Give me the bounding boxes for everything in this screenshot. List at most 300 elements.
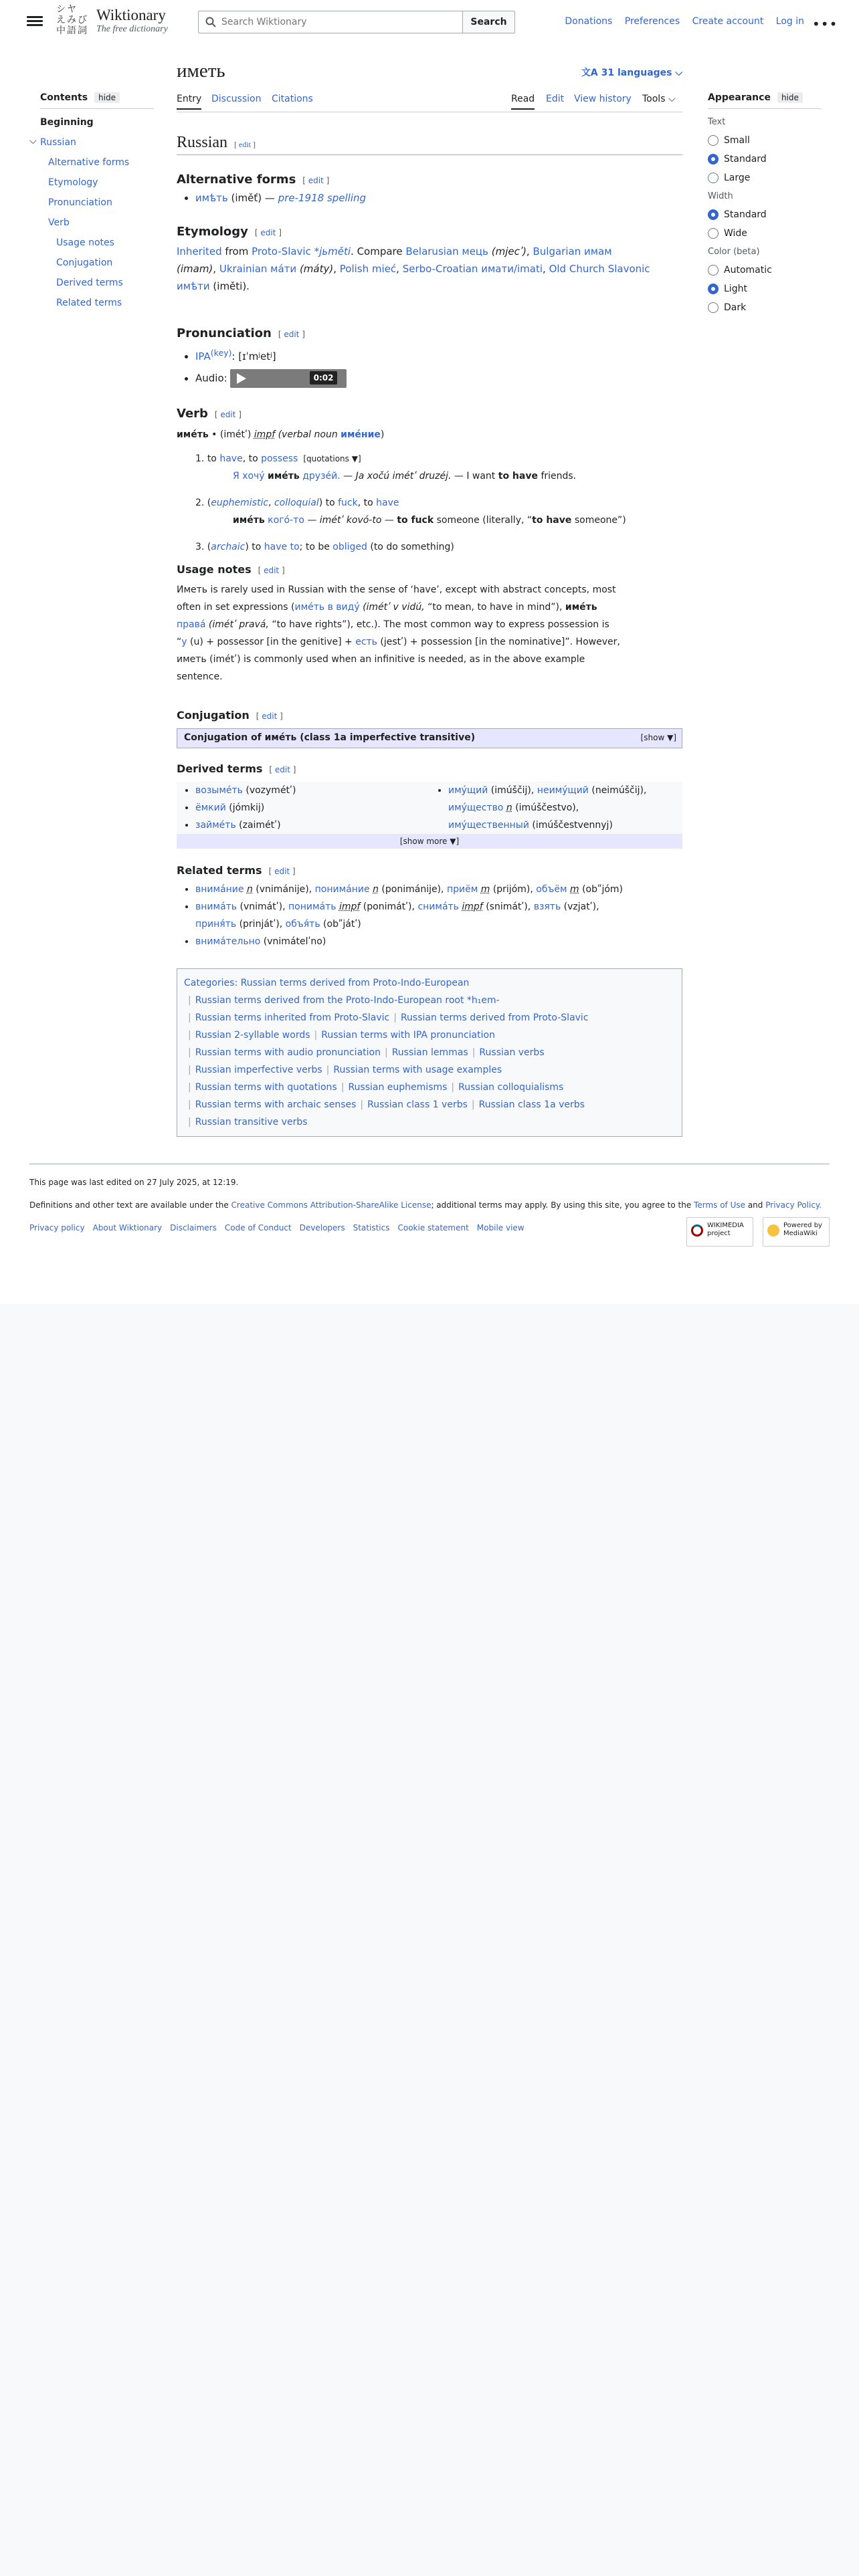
toc-item-alternative-forms[interactable]: Alternative forms xyxy=(48,157,130,168)
category-link[interactable]: Russian terms with IPA pronunciation xyxy=(321,1030,495,1041)
footer-privacy-link[interactable]: Privacy policy xyxy=(29,1223,85,1232)
text-size-large[interactable] xyxy=(708,173,822,183)
text: — I want xyxy=(454,471,496,481)
appearance-panel xyxy=(708,92,822,321)
gender-abbr[interactable]: m xyxy=(570,884,579,895)
page-title: иметь xyxy=(177,60,225,82)
related-term-link[interactable]: внима́ние xyxy=(195,884,244,895)
usage-line: sentence. xyxy=(177,671,223,682)
translit: (obʺjátʹ) xyxy=(323,919,361,930)
tab-citations[interactable]: Citations xyxy=(272,94,313,104)
width-standard[interactable] xyxy=(708,209,822,220)
aspect-abbr[interactable]: impf xyxy=(339,901,361,912)
derived-left-column xyxy=(195,782,443,834)
headword-translit: • (imétʹ) xyxy=(211,429,252,440)
translit: (imétʹ pravá, xyxy=(208,619,269,630)
sense-3: 3. (archaic) to have to; to be obliged (to do something) xyxy=(195,542,454,552)
toc-item-russian[interactable] xyxy=(29,136,154,148)
translit: (ponimánije), xyxy=(381,884,444,895)
tab-edit[interactable]: Edit xyxy=(546,94,565,104)
related-term-link[interactable]: приём xyxy=(446,884,478,895)
category-link[interactable]: Russian lemmas xyxy=(391,1047,468,1058)
footer-statistics-link[interactable]: Statistics xyxy=(353,1223,390,1232)
etymology-heading xyxy=(177,225,682,239)
conjugation-table-title: Conjugation of име́ть (class 1a imperfective transitive) xyxy=(184,732,476,743)
aspect-abbr[interactable]: impf xyxy=(254,429,276,440)
alternative-forms-heading xyxy=(177,173,682,187)
search-icon xyxy=(205,17,216,27)
text: “to have rights”), etc.). The most common way to express possession is xyxy=(272,619,609,630)
gender-abbr[interactable]: m xyxy=(480,884,490,895)
text: ; to be xyxy=(299,542,330,552)
main-content xyxy=(177,60,682,1128)
section-russian-heading xyxy=(177,134,682,155)
wikimedia-badge[interactable] xyxy=(686,1217,753,1247)
tab-read[interactable]: Read xyxy=(511,94,535,110)
sense-number: 2. xyxy=(195,498,205,508)
sense-number: 1. xyxy=(195,453,205,464)
sense-2: 2. (euphemistic, colloquial) to fuck, to have xyxy=(195,498,399,508)
chevron-down-icon: ⌵ xyxy=(665,94,676,104)
translit: (vnimánije), xyxy=(256,884,312,895)
edit-link[interactable]: edit xyxy=(274,867,290,876)
radio-button[interactable] xyxy=(708,265,719,276)
text: someone (literally, “ xyxy=(436,515,533,526)
logo-line-2: えみび xyxy=(56,15,88,25)
option-label: Standard xyxy=(724,154,767,165)
edit-derived-terms: [ edit ] xyxy=(269,765,296,774)
audio-time: 0:02 xyxy=(310,371,338,385)
translate-icon: 文A xyxy=(581,68,601,78)
translit: (zaimétʹ) xyxy=(239,820,281,831)
category-link[interactable]: Russian terms derived from Proto-Indo-European xyxy=(240,978,470,988)
audio-player[interactable] xyxy=(230,369,347,388)
example-word-link[interactable]: кого́-то xyxy=(268,515,304,526)
category-link[interactable]: Russian class 1 verbs xyxy=(367,1099,468,1110)
wikimedia-logo-icon xyxy=(691,1224,703,1237)
site-name: Wiktionary xyxy=(96,7,166,23)
example-bold: име́ть xyxy=(233,515,265,526)
translit: (jómkij) xyxy=(229,802,265,813)
toc-item-etymology[interactable]: Etymology xyxy=(48,177,98,188)
toc-item-verb[interactable]: Verb xyxy=(48,217,70,228)
prava-link[interactable]: права́ xyxy=(177,619,206,630)
tools-label: Tools xyxy=(642,94,666,104)
radio-button[interactable] xyxy=(708,228,719,239)
edit-alternative-forms: [ edit ] xyxy=(302,176,330,185)
derived-term-link[interactable]: займе́ть xyxy=(195,820,236,831)
example-1 xyxy=(233,467,682,485)
related-term-link[interactable]: взять xyxy=(533,901,561,912)
translit: (prinjátʹ), xyxy=(239,919,283,930)
appearance-heading: Appearance xyxy=(708,92,771,103)
text-size-label: Text xyxy=(708,117,726,127)
translit: (neimúščij), xyxy=(591,785,647,796)
pronunciation-heading xyxy=(177,326,682,340)
conjugation-table-collapsed[interactable] xyxy=(177,728,682,748)
log-in-link[interactable]: Log in xyxy=(775,16,804,27)
text: often in set expressions ( xyxy=(177,602,295,613)
radio-button[interactable] xyxy=(708,302,719,313)
polish-link[interactable]: Polish mieć xyxy=(339,263,397,275)
translit: (máty) xyxy=(299,263,334,275)
text: (to do something) xyxy=(370,542,454,552)
translit: (ponimátʹ), xyxy=(363,901,415,912)
etymology-text: Inherited from Proto-Slavic *jьměti. Compare Belarusian мець (mjecʹ), Bulgarian имам (imam), Ukrainian ма́ти (máty), Polish mieć, Serbo-Croatian имати/imati, Old Church Slavonic имѣти (iměti). xyxy=(177,245,650,292)
category-link[interactable]: Russian terms with archaic senses xyxy=(195,1099,357,1110)
alternative-forms-list xyxy=(195,189,682,207)
derived-terms-heading xyxy=(177,762,682,775)
category-link[interactable]: Russian 2-syllable words xyxy=(195,1030,310,1041)
related-term-link[interactable]: внима́ть xyxy=(195,901,237,912)
mediawiki-logo-icon xyxy=(767,1224,779,1237)
privacy-policy-link[interactable]: Privacy Policy. xyxy=(765,1200,822,1210)
list-item xyxy=(448,782,701,834)
bulgarian-link[interactable]: Bulgarian имам xyxy=(533,245,612,257)
related-terms-heading xyxy=(177,864,682,877)
edit-link[interactable]: edit xyxy=(284,330,300,339)
usage-notes-title: Usage notes xyxy=(177,563,252,576)
toc-item-russian-label: Russian xyxy=(40,137,76,148)
more-options-icon[interactable]: ••• xyxy=(812,16,838,32)
sense-1 xyxy=(195,450,682,467)
color-automatic[interactable] xyxy=(708,265,822,276)
width-label: Width xyxy=(708,191,733,201)
derived-term-link[interactable]: иму́щество xyxy=(448,802,504,813)
text: someone”) xyxy=(574,515,626,526)
table-of-contents xyxy=(29,92,154,318)
text-size-standard[interactable] xyxy=(708,154,822,165)
toc-item-derived-terms[interactable]: Derived terms xyxy=(56,278,123,288)
tab-view-history[interactable]: View history xyxy=(574,94,632,104)
u-link[interactable]: у xyxy=(181,637,187,647)
text: (jestʹ) + possession [in the nominative]”. However, xyxy=(380,637,620,647)
tab-entry[interactable]: Entry xyxy=(177,94,201,110)
create-account-link[interactable]: Create account xyxy=(692,16,764,27)
license-link[interactable]: Creative Commons Attribution-ShareAlike License xyxy=(231,1200,432,1210)
dash: — xyxy=(264,192,275,204)
footer-code-of-conduct-link[interactable]: Code of Conduct xyxy=(224,1223,292,1232)
width-wide[interactable] xyxy=(708,228,822,239)
example-bold: to have xyxy=(532,515,572,526)
list-item xyxy=(195,369,682,388)
radio-button[interactable] xyxy=(708,173,719,183)
color-label: Color (beta) xyxy=(708,247,760,257)
preferences-link[interactable]: Preferences xyxy=(624,16,680,27)
languages-count: 31 languages xyxy=(601,68,672,78)
list-item xyxy=(195,799,443,817)
derived-term-link[interactable]: ёмкий xyxy=(195,802,226,813)
tab-discussion[interactable]: Discussion xyxy=(211,94,262,104)
list-item xyxy=(195,898,682,933)
category-link[interactable]: Russian terms derived from Proto-Slavic xyxy=(400,1012,589,1023)
fuck-link[interactable]: fuck xyxy=(338,498,358,508)
category-link[interactable]: Russian imperfective verbs xyxy=(195,1065,322,1075)
edit-link[interactable]: edit xyxy=(220,410,236,419)
text: from xyxy=(225,245,249,257)
gender-abbr[interactable]: n xyxy=(246,884,253,895)
translit: (iměti). xyxy=(213,280,250,292)
chevron-down-icon[interactable]: ⌵ xyxy=(29,136,37,146)
alt-form-note[interactable]: pre-1918 spelling xyxy=(278,192,367,204)
edit-link[interactable]: edit xyxy=(274,765,290,774)
list-item xyxy=(195,817,443,834)
translit: (imúščij), xyxy=(490,785,535,796)
translit: (prijóm), xyxy=(492,884,533,895)
derived-terms-title: Derived terms xyxy=(177,762,263,775)
footer-disclaimers-link[interactable]: Disclaimers xyxy=(170,1223,217,1232)
logo-line-3: 中語詞 xyxy=(56,25,88,36)
usage-line: иметь (imétʹ) is commonly used when an infinitive is needed, as in the above example xyxy=(177,654,585,665)
gender-abbr[interactable]: n xyxy=(373,884,379,895)
text: and xyxy=(747,1200,763,1210)
category-link[interactable]: Russian verbs xyxy=(479,1047,545,1058)
option-label: Wide xyxy=(724,228,747,239)
related-term-link[interactable]: объём xyxy=(536,884,567,895)
toc-hide-button[interactable]: hide xyxy=(94,92,120,103)
edit-link[interactable]: edit xyxy=(239,140,252,149)
example-2: име́ть кого́-то — imétʹ kovó-to — to fuck someone (literally, “to have someone”) xyxy=(233,515,626,526)
conjugation-title: Conjugation xyxy=(177,709,250,722)
translit: (vnimátelʹno) xyxy=(263,936,326,947)
page-tabs xyxy=(177,94,682,112)
category-link[interactable]: Russian colloquialisms xyxy=(458,1082,564,1093)
related-term-link[interactable]: снима́ть xyxy=(417,901,459,912)
toc-item-conjugation[interactable]: Conjugation xyxy=(56,257,113,268)
ipa-key-link[interactable]: (key) xyxy=(210,348,232,358)
edit-link[interactable]: edit xyxy=(308,176,324,185)
edit-link[interactable]: edit xyxy=(262,712,278,721)
derived-term-link[interactable]: иму́щественный xyxy=(448,820,529,831)
logo-line-1: シヤ xyxy=(56,4,78,15)
sense-list xyxy=(195,450,682,556)
edit-link[interactable]: edit xyxy=(260,228,276,237)
proto-slavic-link[interactable]: Proto-Slavic xyxy=(252,245,311,257)
footer-mobile-view-link[interactable]: Mobile view xyxy=(476,1223,524,1232)
related-terms-list xyxy=(195,881,682,950)
category-link[interactable]: Russian class 1a verbs xyxy=(478,1099,585,1110)
site-header xyxy=(0,0,859,45)
ocs-form-link[interactable]: имѣти xyxy=(177,280,210,292)
have-to-link[interactable]: have to xyxy=(264,542,300,552)
related-term-link[interactable]: приня́ть xyxy=(195,919,237,930)
option-label: Standard xyxy=(724,209,767,220)
text: , to xyxy=(242,453,258,464)
last-edited: This page was last edited on 27 July 2025, at 12:19. xyxy=(29,1178,239,1187)
alternative-forms-title: Alternative forms xyxy=(177,173,296,187)
edit-verb: [ edit ] xyxy=(214,410,242,419)
list-item xyxy=(195,344,682,365)
radio-button-selected[interactable] xyxy=(708,284,719,294)
headword: име́ть xyxy=(177,429,209,440)
language-selector[interactable] xyxy=(581,66,682,79)
appearance-divider xyxy=(708,108,822,109)
jest-link[interactable]: есть xyxy=(355,637,377,647)
text: , to xyxy=(357,498,373,508)
translit: (imam) xyxy=(177,263,213,275)
text: to xyxy=(207,453,217,464)
show-more-derived-toggle[interactable]: [show more ▼] xyxy=(177,834,682,849)
usage-notes-heading xyxy=(177,563,682,576)
toc-item-pronunciation[interactable]: Pronunciation xyxy=(48,197,112,208)
set-expression-link[interactable]: име́ть в виду́ xyxy=(294,602,360,613)
color-light[interactable] xyxy=(708,284,822,294)
edit-etymology: [ edit ] xyxy=(254,228,282,237)
derived-term-link[interactable]: возыме́ть xyxy=(195,785,243,796)
example-translit: Ja xočú imétʹ druzéj. xyxy=(355,471,452,481)
translit: (imúščestvo), xyxy=(515,802,579,813)
terms-link[interactable]: Terms of Use xyxy=(694,1200,745,1210)
related-terms-title: Related terms xyxy=(177,864,262,877)
ipa-link[interactable]: IPA xyxy=(195,350,211,362)
derived-right-column xyxy=(448,782,701,834)
badge-text: WIKIMEDIA project xyxy=(707,1222,744,1237)
inherited-link[interactable]: Inherited xyxy=(177,245,222,257)
edit-russian: [ edit ] xyxy=(234,140,256,149)
example-bold: to fuck xyxy=(397,515,434,526)
edit-link[interactable]: edit xyxy=(264,566,280,575)
wordmark[interactable] xyxy=(96,7,168,35)
obliged-link[interactable]: obliged xyxy=(332,542,367,552)
category-link[interactable]: Russian terms with audio pronunciation xyxy=(195,1047,381,1058)
show-conjugation-toggle[interactable]: [show ▼] xyxy=(640,733,676,742)
archaic-link[interactable]: archaic xyxy=(211,542,246,552)
belarusian-link[interactable]: Belarusian мець xyxy=(405,245,488,257)
proto-slavic-form[interactable]: *jьměti xyxy=(314,245,351,257)
category-link[interactable]: Russian terms inherited from Proto-Slavic xyxy=(195,1012,390,1023)
text: friends. xyxy=(541,471,577,481)
toc-divider xyxy=(40,108,154,109)
search-input[interactable] xyxy=(221,15,456,29)
user-links xyxy=(555,16,804,27)
derived-term-link[interactable]: иму́щий xyxy=(448,785,488,796)
footer-cookie-link[interactable]: Cookie statement xyxy=(397,1223,469,1232)
option-label: Automatic xyxy=(724,265,772,276)
mediawiki-badge[interactable] xyxy=(763,1217,830,1247)
etymology-title: Etymology xyxy=(177,225,248,239)
toc-item-usage-notes[interactable]: Usage notes xyxy=(56,237,114,248)
have-link[interactable]: have xyxy=(219,453,243,464)
main-menu-icon[interactable] xyxy=(27,14,43,30)
usage-notes-text xyxy=(177,581,682,685)
euphemistic-link[interactable]: euphemistic xyxy=(211,498,269,508)
derived-terms-box xyxy=(177,782,682,834)
option-label: Small xyxy=(724,135,750,146)
category-link[interactable]: Russian transitive verbs xyxy=(195,1117,308,1128)
text-size-small[interactable] xyxy=(708,135,822,146)
translit: (vzjatʹ), xyxy=(563,901,599,912)
ukrainian-link[interactable]: Ukrainian ма́ти xyxy=(219,263,297,275)
colloquial-link[interactable]: colloquial xyxy=(274,498,319,508)
verbal-noun-label: (verbal noun xyxy=(278,429,338,440)
text: , xyxy=(526,245,530,257)
verbal-noun-link[interactable]: име́ние xyxy=(341,429,381,440)
related-term-link[interactable]: понима́ть xyxy=(288,901,337,912)
edit-conjugation: [ edit ] xyxy=(256,712,283,721)
gender-abbr[interactable]: n xyxy=(506,802,512,813)
chevron-down-icon: ⌵ xyxy=(672,68,682,78)
radio-button[interactable] xyxy=(708,135,719,146)
related-term-link[interactable]: внима́тельно xyxy=(195,936,261,947)
list-item xyxy=(195,782,443,799)
derived-term-link[interactable]: неиму́щий xyxy=(537,785,589,796)
appearance-hide-button[interactable]: hide xyxy=(777,92,803,103)
license-text xyxy=(29,1199,830,1211)
donations-link[interactable]: Donations xyxy=(565,16,613,27)
translit: (imúščestvennyj) xyxy=(532,820,613,831)
example-bold: име́ть xyxy=(268,471,300,481)
dash: — xyxy=(343,471,353,481)
verb-heading xyxy=(177,407,682,421)
color-dark[interactable] xyxy=(708,302,822,313)
usage-line: Иметь is rarely used in Russian with the sense of ‘have’, except with abstract concepts, most xyxy=(177,584,616,595)
example-word-link[interactable]: друзе́й. xyxy=(302,471,341,481)
edit-related-terms: [ edit ] xyxy=(268,867,296,876)
audio-label: Audio: xyxy=(195,372,227,385)
badge-text: Powered by MediaWiki xyxy=(783,1222,822,1237)
toc-item-related-terms[interactable]: Related terms xyxy=(56,298,122,308)
related-term-link[interactable]: понима́ние xyxy=(314,884,370,895)
sense-number: 3. xyxy=(195,542,205,552)
translit: (imétʹ v vidú, xyxy=(363,602,425,613)
list-item xyxy=(195,189,682,207)
translit: (vnimátʹ), xyxy=(240,901,286,912)
radio-button-selected[interactable] xyxy=(708,154,719,165)
wiktionary-logo[interactable] xyxy=(56,4,91,39)
text: to xyxy=(325,498,335,508)
toc-item-beginning[interactable]: Beginning xyxy=(40,117,94,128)
play-icon[interactable] xyxy=(237,373,246,384)
pronunciation-list xyxy=(195,344,682,388)
search-button[interactable]: Search xyxy=(463,11,515,33)
example-word-link[interactable]: Я хочу́ xyxy=(233,471,265,481)
footer-about-link[interactable]: About Wiktionary xyxy=(92,1223,163,1232)
list-item xyxy=(195,933,682,950)
verb-headword-line: име́ть • (imétʹ) impf (verbal noun име́ние) xyxy=(177,429,385,440)
russian-heading-text: Russian xyxy=(177,134,228,151)
example-bold: to have xyxy=(498,471,538,481)
toc-heading: Contents xyxy=(40,92,88,103)
category-link[interactable]: Russian euphemisms xyxy=(348,1082,448,1093)
old-church-slavonic-link[interactable]: Old Church Slavonic xyxy=(549,263,650,275)
possess-link[interactable]: possess xyxy=(261,453,298,464)
category-link[interactable]: Russian terms with quotations xyxy=(195,1082,337,1093)
have-link[interactable]: have xyxy=(376,498,399,508)
text: Definitions and other text are available under the xyxy=(29,1200,229,1210)
option-label: Light xyxy=(724,284,747,294)
bold-word: име́ть xyxy=(565,602,597,613)
text: (u) + possessor [in the genitive] + xyxy=(190,637,353,647)
pronunciation-title: Pronunciation xyxy=(177,326,272,340)
serbo-croatian-link[interactable]: Serbo-Croatian имати/imati xyxy=(402,263,543,275)
text: ; additional terms may apply. By using this site, you agree to the xyxy=(431,1200,692,1210)
quotations-toggle[interactable]: [quotations ▼] xyxy=(303,454,361,463)
related-term-link[interactable]: объя́ть xyxy=(285,919,320,930)
categories-label[interactable]: Categories: xyxy=(184,978,238,988)
tab-tools[interactable] xyxy=(642,94,676,108)
radio-button-selected[interactable] xyxy=(708,209,719,220)
aspect-abbr[interactable]: impf xyxy=(462,901,483,912)
example-translit: imétʹ kovó-to xyxy=(319,515,382,526)
footer-developers-link[interactable]: Developers xyxy=(299,1223,345,1232)
category-link[interactable]: Russian terms with usage examples xyxy=(333,1065,502,1075)
text: “ xyxy=(177,637,182,647)
list-item xyxy=(195,881,682,898)
search-box[interactable] xyxy=(198,11,463,33)
category-link[interactable]: Russian terms derived from the Proto-Indo-European root *h₁em- xyxy=(195,995,500,1006)
verb-title: Verb xyxy=(177,407,208,421)
alt-form-link[interactable]: имѣть xyxy=(195,192,228,204)
